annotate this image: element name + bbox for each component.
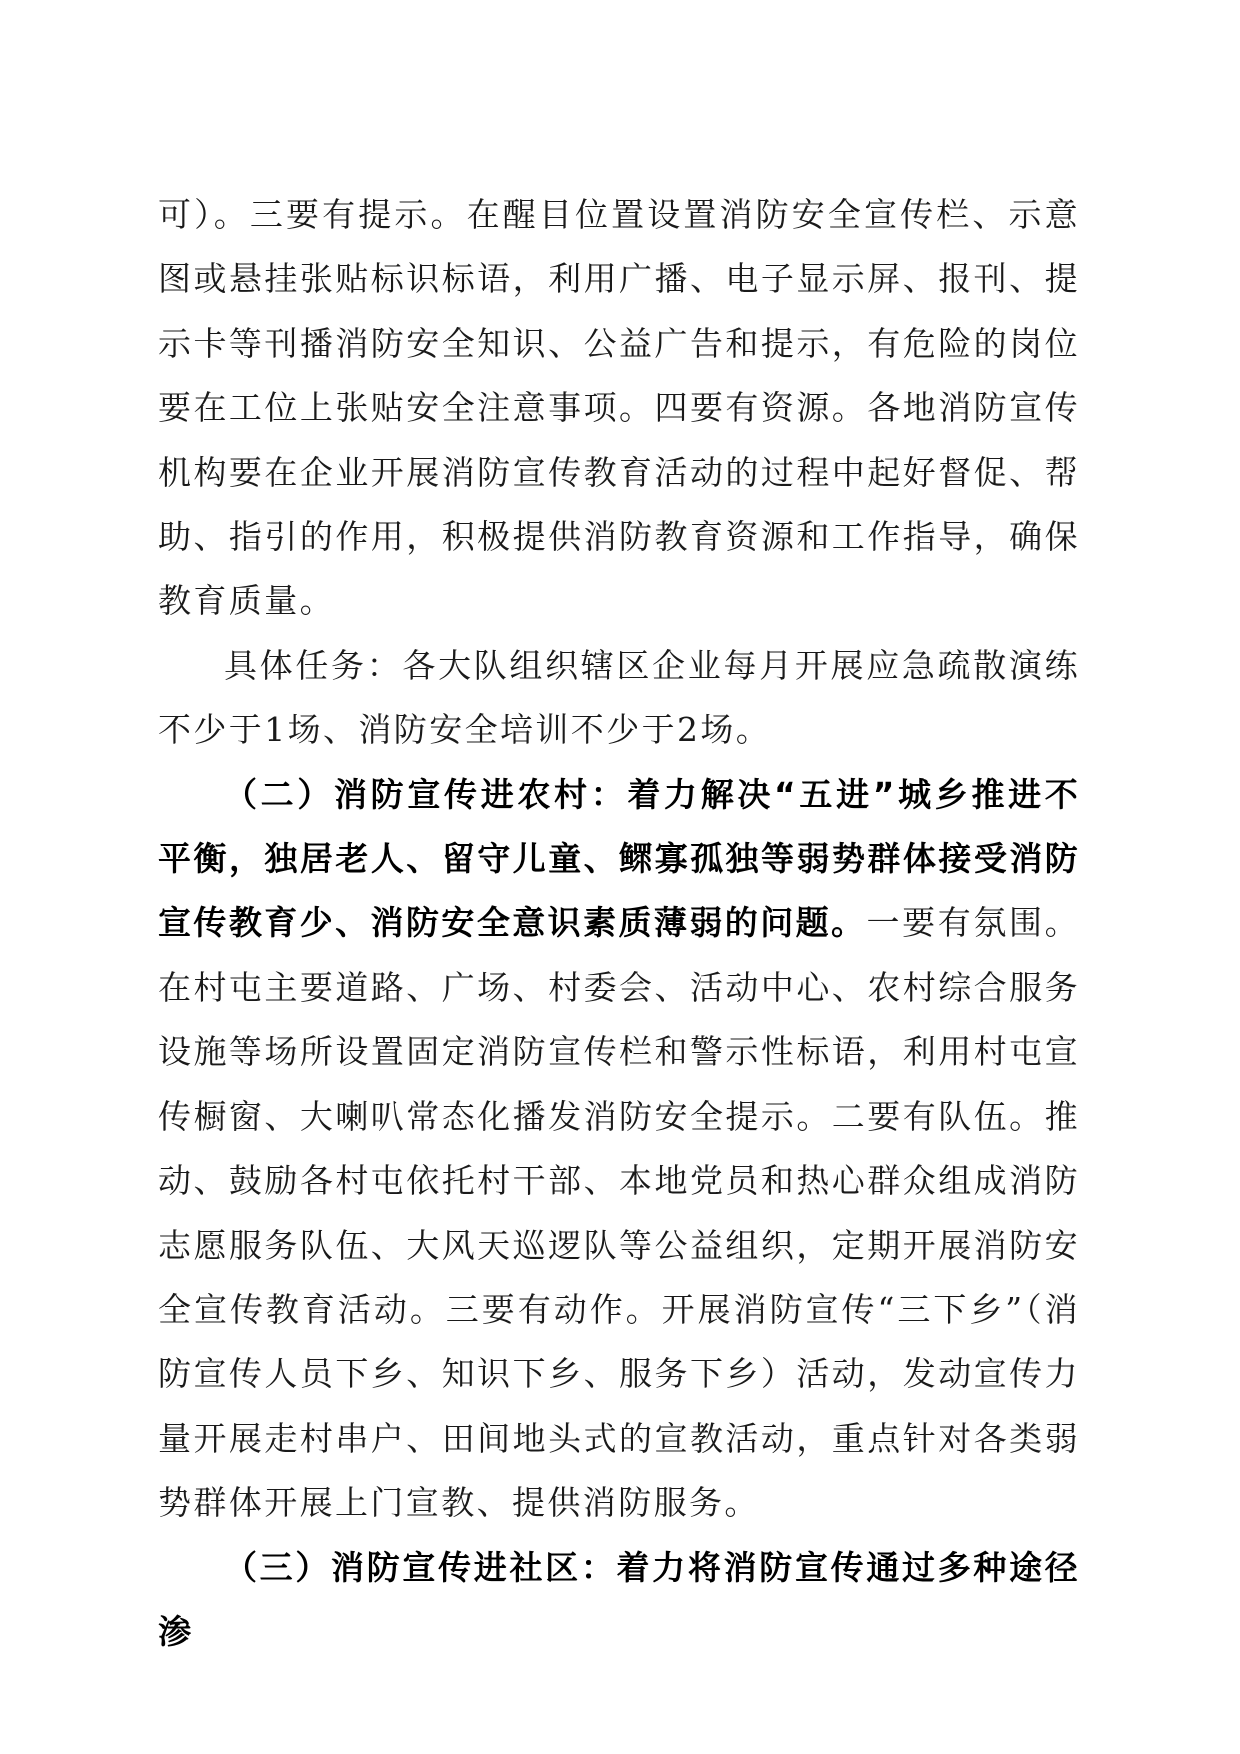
document-body	[158, 183, 1080, 1664]
paragraph-continuation: 可）。三要有提示。在醒目位置设置消防安全宣传栏、示意图或悬挂张贴标识标语，利用广播、电子显示屏、报刊、提示卡等刊播消防安全知识、公益广告和提示，有危险的岗位要在工位上张贴安全注意事项。四要有资源。各地消防宣传机构要在企业开展消防宣传教育活动的过程中起好督促、帮助、指引的作用，积极提供消防教育资源和工作指导，确保教育质量。	[158, 195, 1080, 621]
section-rural	[158, 763, 1080, 1536]
section-community	[158, 1536, 1080, 1665]
section-rural-heading: （二）消防宣传进农村：着力解决“五进”城乡推进不平衡，独居老人、留守儿童、鳏寡孤独等弱势群体接受消防宣传教育少、消防安全意识素质薄弱的问题。	[158, 774, 1080, 943]
section-community-heading: （三）消防宣传进社区：着力将消防宣传通过多种途径渗	[158, 1547, 1080, 1651]
section-rural-body: 一要有氛围。在村屯主要道路、广场、村委会、活动中心、农村综合服务设施等场所设置固定消防宣传栏和警示性标语，利用村屯宣传橱窗、大喇叭常态化播发消防安全提示。二要有队伍。推动、鼓励各村屯依托村干部、本地党员和热心群众组成消防志愿服务队伍、大风天巡逻队等公益组织，定期开展消防安全宣传教育活动。三要有动作。开展消防宣传“三下乡”（消防宣传人员下乡、知识下乡、服务下乡）活动，发动宣传力量开展走村串户、田间地头式的宣教活动，重点针对各类弱势群体开展上门宣教、提供消防服务。	[158, 903, 1081, 1523]
paragraph-specific-tasks: 具体任务：各大队组织辖区企业每月开展应急疏散演练不少于1场、消防安全培训不少于2场。	[158, 645, 1080, 750]
